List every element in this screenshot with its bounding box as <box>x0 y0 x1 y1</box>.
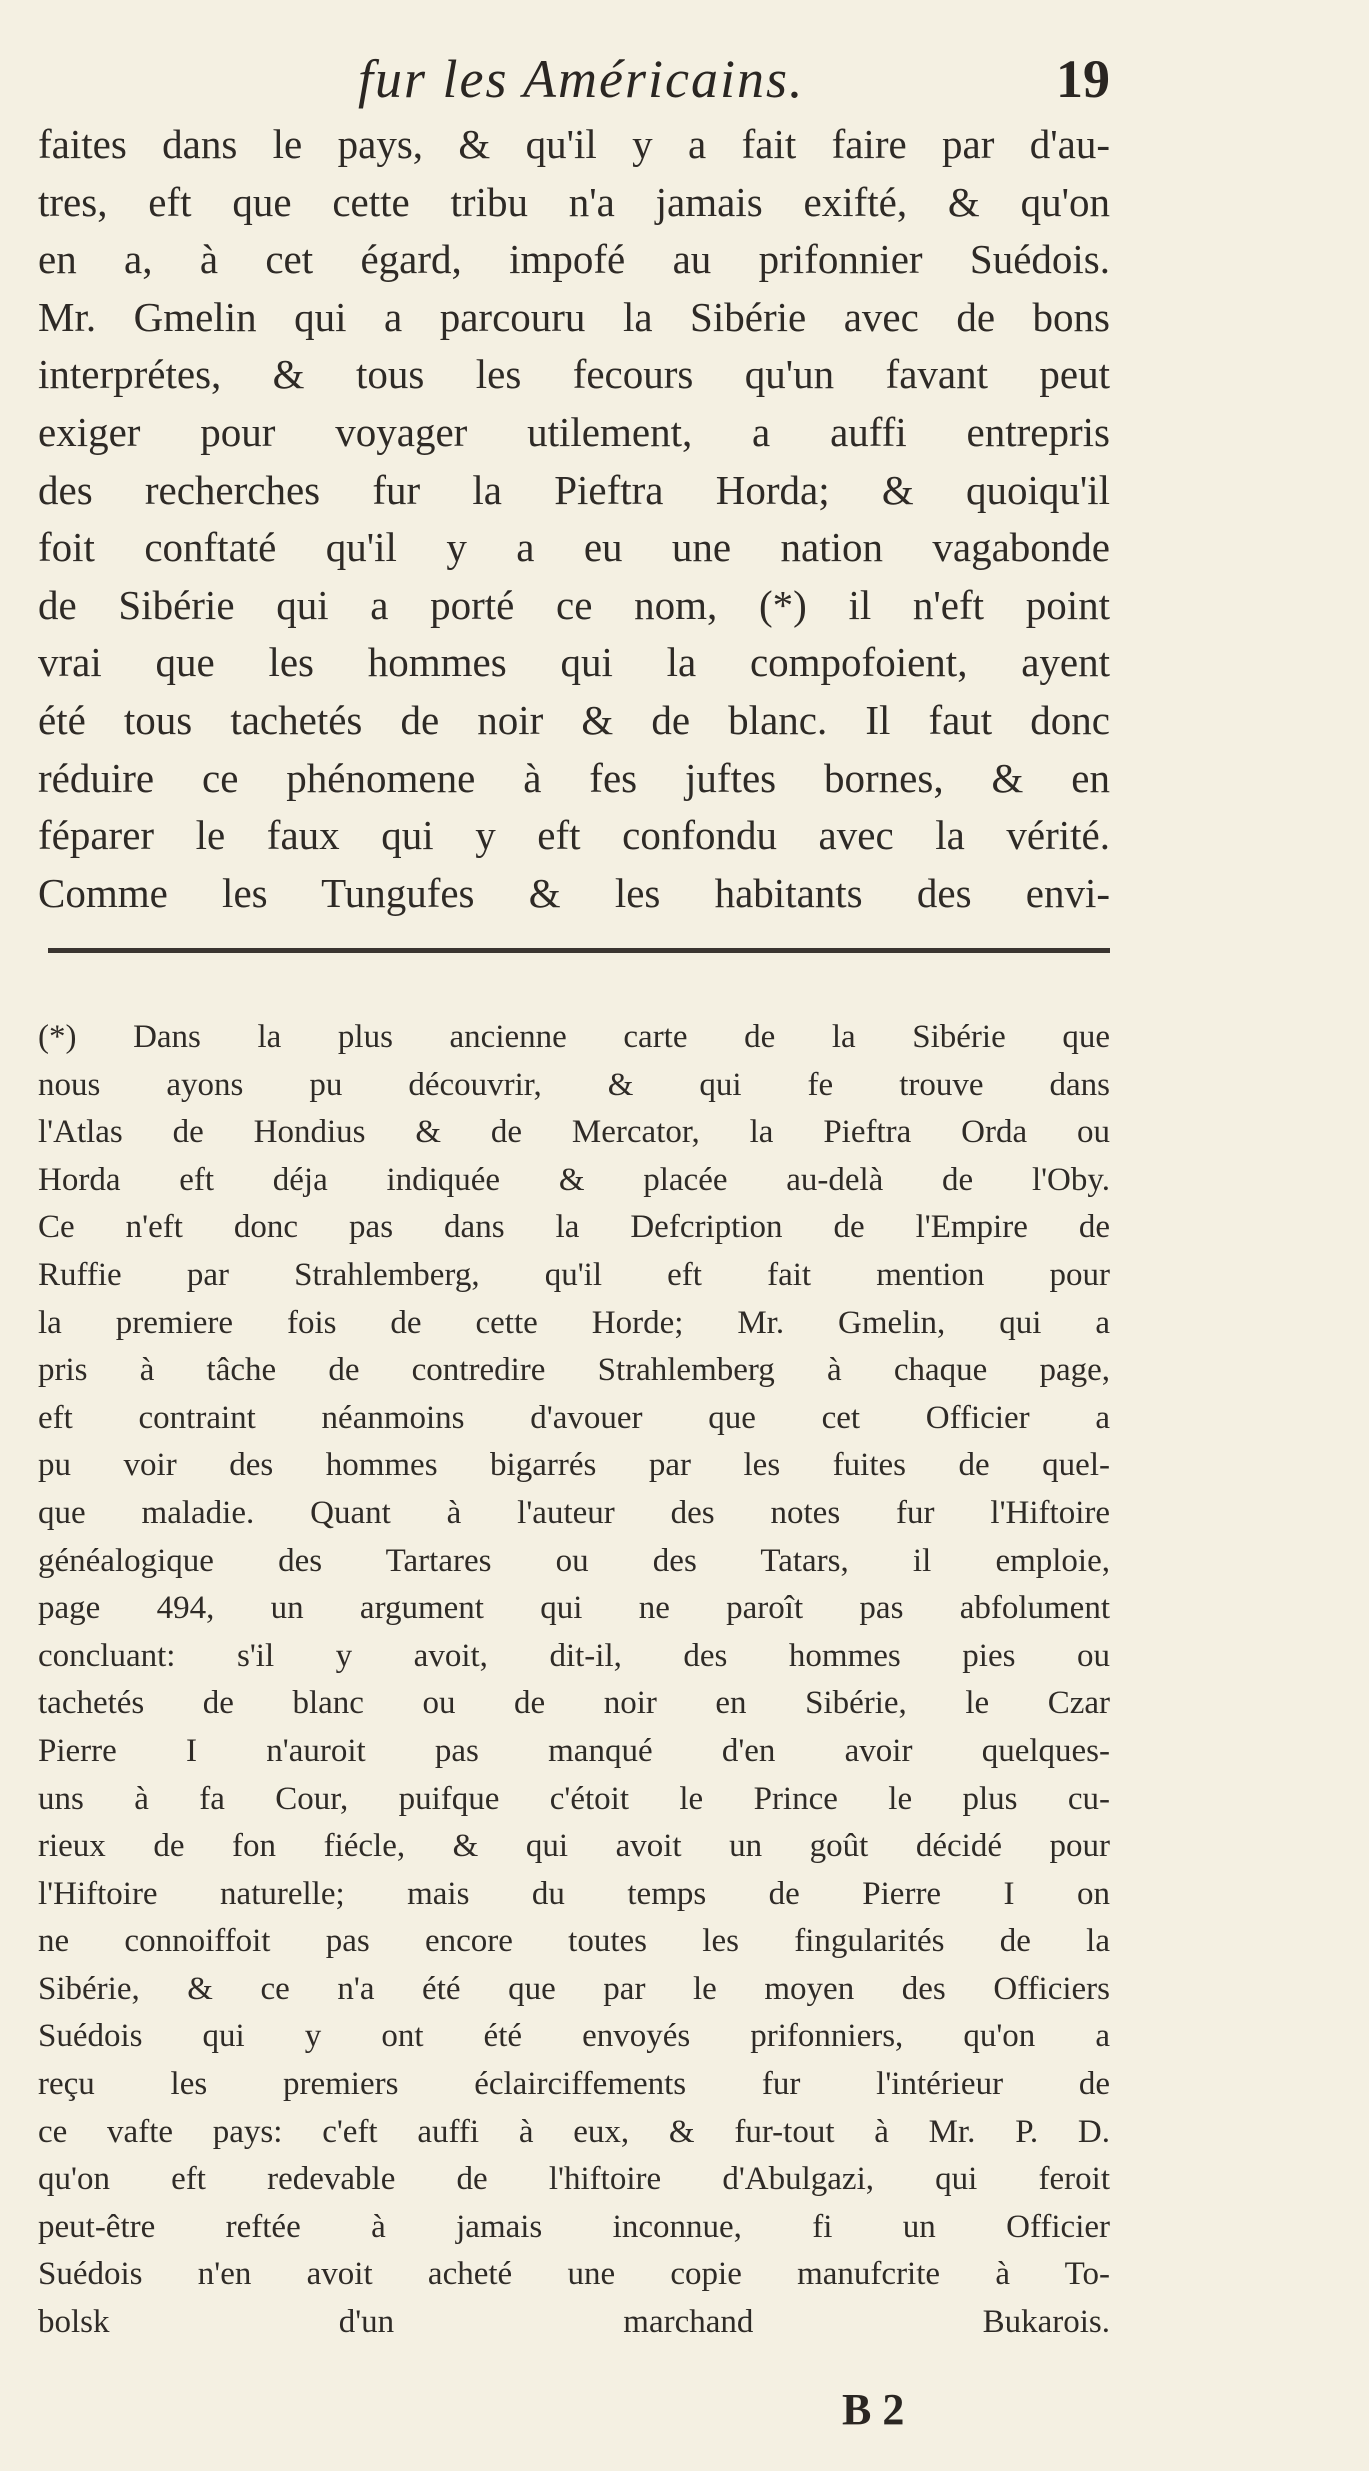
footnote-line: ne connoiffoit pas encore toutes les fingularités de la <box>38 1923 1110 1960</box>
footnote-line: la premiere fois de cette Horde; Mr. Gmelin, qui a <box>38 1304 1110 1341</box>
footnote-line: Sibérie, & ce n'a été que par le moyen des Officiers <box>38 1970 1110 2007</box>
footnote-line: eft contraint néanmoins d'avouer que cet Officier a <box>38 1399 1110 1436</box>
footnote-line: Horda eft déja indiquée & placée au-delà de l'Oby. <box>38 1161 1110 1198</box>
main-text-line: Mr. Gmelin qui a parcouru la Sibérie avec de bons <box>38 293 1110 340</box>
footnote-line: pu voir des hommes bigarrés par les fuites de quel- <box>38 1447 1110 1484</box>
footnote-line: Pierre I n'auroit pas manqué d'en avoir quelques- <box>38 1732 1110 1769</box>
main-text-line: vrai que les hommes qui la compofoient, ayent <box>38 639 1110 686</box>
footnote-divider <box>48 948 1110 953</box>
signature-mark: B 2 <box>842 2385 905 2434</box>
footnote-line: ce vafte pays: c'eft auffi à eux, & fur-tout à Mr. P. D. <box>38 2113 1110 2150</box>
main-text-line: en a, à cet égard, impofé au prifonnier Suédois. <box>38 236 1110 283</box>
footnote-line: uns à fa Cour, puifque c'étoit le Prince le plus cu- <box>38 1780 1110 1817</box>
footnote-line: Suédois n'en avoit acheté une copie manufcrite à To- <box>38 2256 1110 2293</box>
footnote-line: nous ayons pu découvrir, & qui fe trouve dans <box>38 1066 1110 1103</box>
footnote-line: rieux de fon fiécle, & qui avoit un goût décidé pour <box>38 1828 1110 1865</box>
main-text-line: de Sibérie qui a porté ce nom, (*) il n'eft point <box>38 581 1110 628</box>
footnote-line: que maladie. Quant à l'auteur des notes fur l'Hiftoire <box>38 1494 1110 1531</box>
main-text-line: interprétes, & tous les fecours qu'un favant peut <box>38 351 1110 398</box>
footnote-line: bolsk d'un marchand Bukarois. <box>38 2304 1110 2341</box>
main-text-line: tres, eft que cette tribu n'a jamais exifté, & qu'on <box>38 178 1110 225</box>
footnote-line: (*) Dans la plus ancienne carte de la Sibérie que <box>38 1019 1110 1055</box>
main-text-line: Comme les Tungufes & les habitants des envi- <box>38 869 1110 916</box>
main-text-line: été tous tachetés de noir & de blanc. Il faut donc <box>38 696 1110 743</box>
main-text-line: réduire ce phénomene à fes juftes bornes, & en <box>38 754 1110 801</box>
footnote-block <box>38 1014 1110 2347</box>
main-text-line: des recherches fur la Pieftra Horda; & quoiqu'il <box>38 466 1110 513</box>
footnote-line: Ce n'eft donc pas dans la Defcription de l'Empire de <box>38 1209 1110 1246</box>
footnote-line: tachetés de blanc ou de noir en Sibérie, le Czar <box>38 1685 1110 1722</box>
main-text-line: foit conftaté qu'il y a eu une nation vagabonde <box>38 524 1110 571</box>
footnote-line: page 494, un argument qui ne paroît pas abfolument <box>38 1590 1110 1627</box>
footnote-line: Suédois qui y ont été envoyés prifonniers, qu'on a <box>38 2018 1110 2055</box>
footnote-line: peut-être reftée à jamais inconnue, fi un Officier <box>38 2208 1110 2245</box>
footnote-line: pris à tâche de contredire Strahlemberg à chaque page, <box>38 1352 1110 1389</box>
footnote-line: l'Hiftoire naturelle; mais du temps de Pierre I on <box>38 1875 1110 1912</box>
page-number: 19 <box>1056 49 1110 109</box>
footnote-line: qu'on eft redevable de l'hiftoire d'Abulgazi, qui feroit <box>38 2161 1110 2198</box>
main-text-line: faites dans le pays, & qu'il y a fait faire par d'au- <box>38 121 1110 167</box>
footnote-line: concluant: s'il y avoit, dit-il, des hommes pies ou <box>38 1637 1110 1674</box>
page-header <box>30 48 1110 118</box>
main-text-line: exiger pour voyager utilement, a auffi entrepris <box>38 408 1110 455</box>
running-head: fur les Américains. <box>358 49 805 109</box>
footnote-line: généalogique des Tartares ou des Tatars, il emploie, <box>38 1542 1110 1579</box>
footnote-line: reçu les premiers éclairciffements fur l'intérieur de <box>38 2066 1110 2103</box>
footnote-line: Ruffie par Strahlemberg, qu'il eft fait mention pour <box>38 1256 1110 1293</box>
main-text-line: féparer le faux qui y eft confondu avec la vérité. <box>38 812 1110 859</box>
footnote-line: l'Atlas de Hondius & de Mercator, la Pieftra Orda ou <box>38 1114 1110 1151</box>
main-text-block <box>38 116 1110 922</box>
